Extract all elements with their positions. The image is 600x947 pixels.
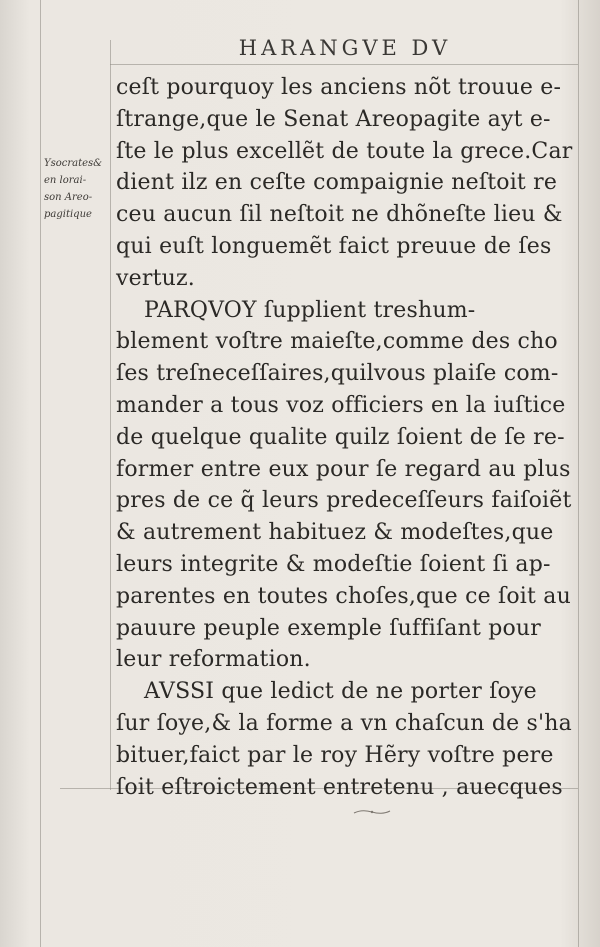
text-line: ſte le plus excellẽt de toute la grece.Car: [116, 138, 573, 164]
text-line: ſoit eſtroictement entretenu , auecques: [116, 774, 563, 800]
margin-note-line: en lorai-: [44, 175, 87, 186]
text-line: dient ilz en ceſte compaignie neſtoit re: [116, 170, 558, 196]
text-line: PARQVOY ſupplient treshum-: [144, 297, 476, 323]
text-line: & autrement habituez & modeſtes,que: [116, 520, 554, 546]
margin-note-line: pagitique: [44, 209, 92, 220]
text-line: de quelque qualite quilz ſoient de ſe re-: [116, 424, 565, 450]
text-line: pres de ce q̃ leurs predeceſſeurs faiſoiẽt: [116, 488, 572, 514]
text-line: leur reformation.: [116, 647, 311, 673]
margin-note: [44, 155, 114, 223]
text-line: AVSSI que ledict de ne porter ſoye: [144, 679, 537, 705]
text-line: ſtrange,que le Senat Areopagite ayt e-: [116, 106, 551, 132]
margin-note-line: son Areo-: [44, 192, 93, 203]
text-line: ſes treſneceſſaires,quilvous plaiſe com-: [116, 361, 559, 387]
text-line: ceu aucun ſil neſtoit ne dhõneſte lieu &: [116, 202, 563, 228]
body-text: [116, 72, 580, 803]
text-line: pauure peuple exemple ſuffiſant pour: [116, 615, 542, 641]
text-line: qui euſt longuemẽt faict preuue de ſes: [116, 233, 552, 259]
rule-left-outer: [40, 0, 41, 947]
text-line: ſur ſoye,& la forme a vn chaſcun de s'ha: [116, 710, 572, 736]
margin-note-line: Ysocrates&: [44, 158, 103, 169]
running-head: HARANGVE DV: [238, 36, 452, 60]
text-line: vertuz.: [116, 265, 195, 291]
text-line: mander a tous voz officiers en la iuſtice: [116, 392, 566, 418]
text-line: former entre eux pour ſe regard au plus: [116, 456, 571, 482]
text-line: blement voſtre maieſte,comme des cho: [116, 329, 558, 355]
rule-top: [110, 64, 578, 65]
text-line: leurs integrite & modeſtie ſoient ſi ap-: [116, 551, 551, 577]
text-line: parentes en toutes choſes,que ce ſoit au: [116, 583, 571, 609]
rule-left-inner: [110, 40, 111, 790]
text-line: bituer,faict par le roy Hẽry voſtre pere: [116, 742, 554, 768]
text-line: ceſt pourquoy les anciens nõt trouue e-: [116, 75, 562, 100]
ornament-icon: [352, 808, 392, 816]
